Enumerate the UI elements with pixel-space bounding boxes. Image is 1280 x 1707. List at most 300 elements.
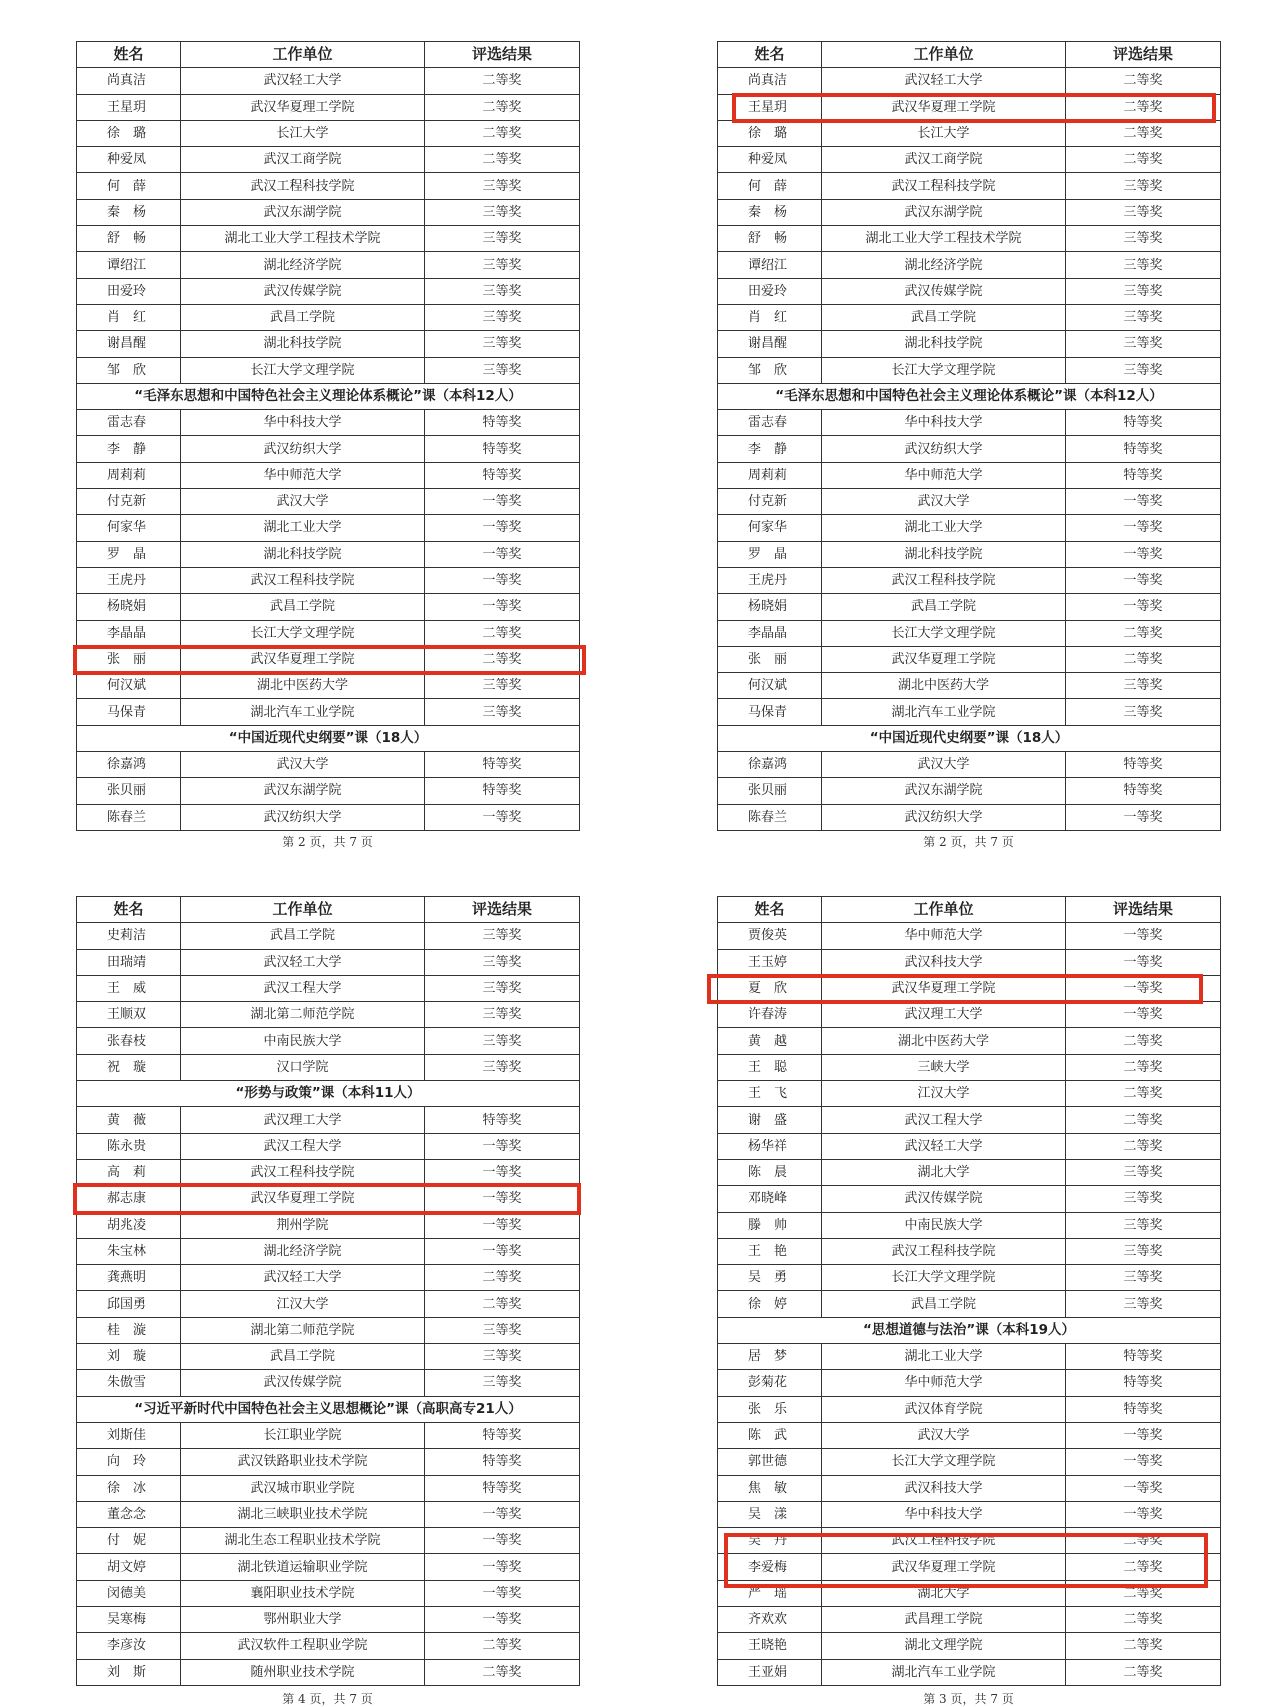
page-footer-bottom-left: 第 4 页，共 7 页 xyxy=(282,1692,373,1706)
result-cell: 特等奖 xyxy=(425,778,580,804)
result-cell: 三等奖 xyxy=(1066,199,1221,225)
name-cell: 谭绍江 xyxy=(718,252,822,278)
result-cell: 三等奖 xyxy=(1066,1291,1221,1317)
unit-cell: 汉口学院 xyxy=(181,1054,425,1080)
name-cell: 张 丽 xyxy=(77,646,181,672)
table-row xyxy=(77,1133,580,1159)
table-row xyxy=(77,1291,580,1317)
name-cell: 吴 漾 xyxy=(718,1501,822,1527)
table-row xyxy=(77,1659,580,1685)
result-cell: 三等奖 xyxy=(1066,331,1221,357)
result-cell: 一等奖 xyxy=(425,1212,580,1238)
table-row xyxy=(77,1370,580,1396)
table-row xyxy=(718,1370,1221,1396)
name-cell: 张 乐 xyxy=(718,1396,822,1422)
name-cell: 胡兆凌 xyxy=(77,1212,181,1238)
unit-cell: 武汉纺织大学 xyxy=(822,804,1066,830)
unit-cell: 武汉工程科技学院 xyxy=(181,1159,425,1185)
table-row xyxy=(77,1422,580,1448)
result-cell: 特等奖 xyxy=(425,752,580,778)
name-cell: 郝志康 xyxy=(77,1186,181,1212)
result-cell: 二等奖 xyxy=(1066,646,1221,672)
table-row xyxy=(718,1028,1221,1054)
unit-cell: 江汉大学 xyxy=(181,1291,425,1317)
unit-cell: 武汉东湖学院 xyxy=(181,778,425,804)
unit-cell: 武汉轻工大学 xyxy=(181,1265,425,1291)
name-cell: 种爱凤 xyxy=(77,147,181,173)
table-row xyxy=(718,331,1221,357)
name-cell: 吴寒梅 xyxy=(77,1607,181,1633)
page-footer-top-right: 第 2 页，共 7 页 xyxy=(923,835,1014,849)
table-row xyxy=(77,975,580,1001)
unit-cell: 武汉工程大学 xyxy=(822,1107,1066,1133)
result-cell: 三等奖 xyxy=(425,1002,580,1028)
result-cell: 三等奖 xyxy=(425,278,580,304)
result-cell: 三等奖 xyxy=(1066,1212,1221,1238)
table-panel-top-right xyxy=(717,41,1220,831)
name-cell: 谢昌醒 xyxy=(718,331,822,357)
unit-cell: 武汉软件工程职业学院 xyxy=(181,1633,425,1659)
result-cell: 一等奖 xyxy=(1066,1501,1221,1527)
name-cell: 李晶晶 xyxy=(77,620,181,646)
name-cell: 何家华 xyxy=(77,515,181,541)
table-header-row xyxy=(718,897,1221,923)
unit-cell: 武汉大学 xyxy=(822,489,1066,515)
result-cell: 三等奖 xyxy=(425,1028,580,1054)
result-cell: 三等奖 xyxy=(1066,304,1221,330)
name-cell: 桂 漩 xyxy=(77,1317,181,1343)
header-result: 评选结果 xyxy=(1066,42,1221,68)
result-cell: 三等奖 xyxy=(425,673,580,699)
result-cell: 二等奖 xyxy=(1066,1133,1221,1159)
table-row xyxy=(718,252,1221,278)
result-cell: 二等奖 xyxy=(1066,1607,1221,1633)
unit-cell: 湖北工业大学 xyxy=(822,515,1066,541)
unit-cell: 武汉工程大学 xyxy=(181,1133,425,1159)
table-row xyxy=(77,199,580,225)
unit-cell: 武汉体育学院 xyxy=(822,1396,1066,1422)
section-row xyxy=(77,383,580,409)
table-row xyxy=(718,1396,1221,1422)
result-cell: 二等奖 xyxy=(1066,1580,1221,1606)
unit-cell: 湖北中医药大学 xyxy=(181,673,425,699)
name-cell: 田爱玲 xyxy=(77,278,181,304)
unit-cell: 长江大学 xyxy=(822,120,1066,146)
unit-cell: 武昌理工学院 xyxy=(822,1607,1066,1633)
unit-cell: 湖北第二师范学院 xyxy=(181,1317,425,1343)
unit-cell: 湖北工业大学工程技术学院 xyxy=(822,226,1066,252)
result-cell: 一等奖 xyxy=(425,1554,580,1580)
table-row xyxy=(77,541,580,567)
table-row xyxy=(77,226,580,252)
name-cell: 王 威 xyxy=(77,975,181,1001)
unit-cell: 湖北生态工程职业技术学院 xyxy=(181,1528,425,1554)
result-cell: 特等奖 xyxy=(1066,752,1221,778)
result-cell: 二等奖 xyxy=(1066,1528,1221,1554)
name-cell: 秦 杨 xyxy=(77,199,181,225)
table-row xyxy=(77,173,580,199)
result-cell: 三等奖 xyxy=(1066,1238,1221,1264)
award-table xyxy=(76,896,580,1686)
table-row xyxy=(718,594,1221,620)
name-cell: 徐 璐 xyxy=(77,120,181,146)
name-cell: 祝 璇 xyxy=(77,1054,181,1080)
result-cell: 二等奖 xyxy=(1066,1054,1221,1080)
unit-cell: 华中科技大学 xyxy=(822,410,1066,436)
award-table xyxy=(717,41,1221,831)
table-row xyxy=(718,673,1221,699)
result-cell: 二等奖 xyxy=(425,94,580,120)
unit-cell: 武汉工商学院 xyxy=(822,147,1066,173)
result-cell: 一等奖 xyxy=(1066,489,1221,515)
name-cell: 李爱梅 xyxy=(718,1554,822,1580)
unit-cell: 武汉理工大学 xyxy=(822,1002,1066,1028)
table-row xyxy=(718,147,1221,173)
unit-cell: 华中科技大学 xyxy=(181,410,425,436)
unit-cell: 武汉工程大学 xyxy=(181,975,425,1001)
unit-cell: 武汉华夏理工学院 xyxy=(822,94,1066,120)
result-cell: 二等奖 xyxy=(1066,620,1221,646)
unit-cell: 中南民族大学 xyxy=(822,1212,1066,1238)
section-row xyxy=(718,383,1221,409)
table-row xyxy=(718,1238,1221,1264)
result-cell: 一等奖 xyxy=(1066,949,1221,975)
unit-cell: 华中师范大学 xyxy=(181,462,425,488)
table-row xyxy=(718,1212,1221,1238)
table-row xyxy=(77,1317,580,1343)
name-cell: 邹 欣 xyxy=(718,357,822,383)
table-row xyxy=(77,1238,580,1264)
table-row xyxy=(77,68,580,94)
result-cell: 一等奖 xyxy=(1066,515,1221,541)
name-cell: 徐 婷 xyxy=(718,1291,822,1317)
table-row xyxy=(718,1002,1221,1028)
unit-cell: 武汉城市职业学院 xyxy=(181,1475,425,1501)
name-cell: 滕 帅 xyxy=(718,1212,822,1238)
table-row xyxy=(77,1501,580,1527)
name-cell: 吴 勇 xyxy=(718,1265,822,1291)
unit-cell: 湖北科技学院 xyxy=(181,331,425,357)
result-cell: 三等奖 xyxy=(1066,1186,1221,1212)
unit-cell: 武汉传媒学院 xyxy=(181,1370,425,1396)
table-row xyxy=(718,1344,1221,1370)
name-cell: 雷志春 xyxy=(718,410,822,436)
table-row xyxy=(77,462,580,488)
name-cell: 谢昌醒 xyxy=(77,331,181,357)
unit-cell: 湖北科技学院 xyxy=(822,331,1066,357)
table-row xyxy=(718,1475,1221,1501)
name-cell: 杨晓娟 xyxy=(77,594,181,620)
table-row xyxy=(718,515,1221,541)
unit-cell: 武汉工程科技学院 xyxy=(822,1238,1066,1264)
page-footer-top-left: 第 2 页，共 7 页 xyxy=(282,835,373,849)
table-row xyxy=(718,1186,1221,1212)
table-row xyxy=(77,1265,580,1291)
name-cell: 马保青 xyxy=(77,699,181,725)
name-cell: 陈 武 xyxy=(718,1422,822,1448)
highlight-box-li-aimei xyxy=(724,1533,1208,1588)
result-cell: 特等奖 xyxy=(1066,410,1221,436)
result-cell: 特等奖 xyxy=(425,1107,580,1133)
result-cell: 特等奖 xyxy=(425,1475,580,1501)
unit-cell: 武昌工学院 xyxy=(822,1291,1066,1317)
table-row xyxy=(718,646,1221,672)
name-cell: 何家华 xyxy=(718,515,822,541)
section-row xyxy=(77,1396,580,1422)
name-cell: 李 静 xyxy=(718,436,822,462)
header-name: 姓名 xyxy=(77,42,181,68)
name-cell: 王星玥 xyxy=(77,94,181,120)
name-cell: 居 梦 xyxy=(718,1344,822,1370)
table-row xyxy=(718,226,1221,252)
unit-cell: 长江大学文理学院 xyxy=(181,620,425,646)
name-cell: 邹 欣 xyxy=(77,357,181,383)
result-cell: 三等奖 xyxy=(425,199,580,225)
table-row xyxy=(77,1107,580,1133)
result-cell: 二等奖 xyxy=(1066,1554,1221,1580)
result-cell: 特等奖 xyxy=(1066,778,1221,804)
unit-cell: 武汉传媒学院 xyxy=(822,1186,1066,1212)
name-cell: 王玉婷 xyxy=(718,949,822,975)
table-row xyxy=(718,120,1221,146)
table-row xyxy=(718,68,1221,94)
name-cell: 田瑞靖 xyxy=(77,949,181,975)
result-cell: 特等奖 xyxy=(425,1449,580,1475)
result-cell: 一等奖 xyxy=(1066,1002,1221,1028)
name-cell: 胡文婷 xyxy=(77,1554,181,1580)
unit-cell: 武汉大学 xyxy=(181,752,425,778)
table-row xyxy=(718,804,1221,830)
table-row xyxy=(77,515,580,541)
unit-cell: 武汉轻工大学 xyxy=(181,949,425,975)
table-row xyxy=(77,1607,580,1633)
name-cell: 何 薛 xyxy=(77,173,181,199)
table-row xyxy=(718,357,1221,383)
name-cell: 陈 晨 xyxy=(718,1159,822,1185)
name-cell: 周莉莉 xyxy=(77,462,181,488)
result-cell: 三等奖 xyxy=(425,252,580,278)
name-cell: 龚燕明 xyxy=(77,1265,181,1291)
unit-cell: 武汉工商学院 xyxy=(181,147,425,173)
result-cell: 三等奖 xyxy=(425,1370,580,1396)
unit-cell: 华中师范大学 xyxy=(822,462,1066,488)
table-row xyxy=(718,1449,1221,1475)
unit-cell: 湖北工业大学 xyxy=(822,1344,1066,1370)
result-cell: 三等奖 xyxy=(425,975,580,1001)
result-cell: 一等奖 xyxy=(1066,594,1221,620)
result-cell: 三等奖 xyxy=(1066,173,1221,199)
table-panel-top-left xyxy=(76,41,579,831)
table-row xyxy=(77,1028,580,1054)
section-row xyxy=(718,725,1221,751)
name-cell: 雷志春 xyxy=(77,410,181,436)
table-row xyxy=(77,147,580,173)
table-row xyxy=(718,199,1221,225)
table-panel-bottom-left xyxy=(76,896,579,1686)
name-cell: 贾俊英 xyxy=(718,923,822,949)
unit-cell: 武汉工程科技学院 xyxy=(181,567,425,593)
name-cell: 吴 丹 xyxy=(718,1528,822,1554)
name-cell: 闵德美 xyxy=(77,1580,181,1606)
table-row xyxy=(77,120,580,146)
unit-cell: 武汉纺织大学 xyxy=(181,804,425,830)
name-cell: 肖 红 xyxy=(77,304,181,330)
table-row xyxy=(718,778,1221,804)
name-cell: 何汉斌 xyxy=(77,673,181,699)
name-cell: 陈永贵 xyxy=(77,1133,181,1159)
table-row xyxy=(718,462,1221,488)
table-row xyxy=(77,949,580,975)
unit-cell: 湖北汽车工业学院 xyxy=(822,1659,1066,1685)
name-cell: 夏 欣 xyxy=(718,975,822,1001)
section-title: “形势与政策”课（本科11人） xyxy=(77,1081,580,1107)
table-row xyxy=(77,357,580,383)
name-cell: 杨晓娟 xyxy=(718,594,822,620)
unit-cell: 武汉纺织大学 xyxy=(181,436,425,462)
unit-cell: 武汉纺织大学 xyxy=(822,436,1066,462)
name-cell: 史莉洁 xyxy=(77,923,181,949)
name-cell: 董念念 xyxy=(77,1501,181,1527)
unit-cell: 武汉轻工大学 xyxy=(822,1133,1066,1159)
table-row xyxy=(77,252,580,278)
table-row xyxy=(77,1554,580,1580)
name-cell: 李彦汝 xyxy=(77,1633,181,1659)
unit-cell: 长江职业学院 xyxy=(181,1422,425,1448)
result-cell: 一等奖 xyxy=(425,515,580,541)
unit-cell: 武汉传媒学院 xyxy=(181,278,425,304)
unit-cell: 长江大学文理学院 xyxy=(181,357,425,383)
result-cell: 二等奖 xyxy=(1066,147,1221,173)
unit-cell: 武汉大学 xyxy=(822,1422,1066,1448)
name-cell: 朱宝林 xyxy=(77,1238,181,1264)
name-cell: 邱国勇 xyxy=(77,1291,181,1317)
table-row xyxy=(718,567,1221,593)
unit-cell: 湖北经济学院 xyxy=(181,252,425,278)
header-name: 姓名 xyxy=(77,897,181,923)
unit-cell: 长江大学文理学院 xyxy=(822,357,1066,383)
name-cell: 何汉斌 xyxy=(718,673,822,699)
result-cell: 一等奖 xyxy=(425,594,580,620)
result-cell: 一等奖 xyxy=(425,1528,580,1554)
table-row xyxy=(718,1633,1221,1659)
table-row xyxy=(718,1265,1221,1291)
name-cell: 肖 红 xyxy=(718,304,822,330)
table-row xyxy=(77,1475,580,1501)
result-cell: 一等奖 xyxy=(425,1607,580,1633)
name-cell: 陈春兰 xyxy=(718,804,822,830)
result-cell: 二等奖 xyxy=(1066,1659,1221,1685)
result-cell: 二等奖 xyxy=(425,68,580,94)
result-cell: 二等奖 xyxy=(425,1659,580,1685)
section-title: “毛泽东思想和中国特色社会主义理论体系概论”课（本科12人） xyxy=(718,383,1221,409)
header-unit: 工作单位 xyxy=(181,897,425,923)
table-row xyxy=(718,1291,1221,1317)
unit-cell: 武汉华夏理工学院 xyxy=(181,646,425,672)
name-cell: 邓晓峰 xyxy=(718,1186,822,1212)
table-header-row xyxy=(77,42,580,68)
award-table xyxy=(76,41,580,831)
unit-cell: 武汉华夏理工学院 xyxy=(181,94,425,120)
name-cell: 陈春兰 xyxy=(77,804,181,830)
unit-cell: 武汉轻工大学 xyxy=(181,68,425,94)
name-cell: 黄 薇 xyxy=(77,1107,181,1133)
table-row xyxy=(77,1580,580,1606)
unit-cell: 长江大学文理学院 xyxy=(822,1265,1066,1291)
result-cell: 一等奖 xyxy=(1066,567,1221,593)
unit-cell: 湖北大学 xyxy=(822,1580,1066,1606)
header-unit: 工作单位 xyxy=(822,42,1066,68)
name-cell: 王虎丹 xyxy=(77,567,181,593)
header-name: 姓名 xyxy=(718,897,822,923)
name-cell: 王虎丹 xyxy=(718,567,822,593)
section-title: “毛泽东思想和中国特色社会主义理论体系概论”课（本科12人） xyxy=(77,383,580,409)
unit-cell: 湖北科技学院 xyxy=(822,541,1066,567)
result-cell: 二等奖 xyxy=(1066,94,1221,120)
unit-cell: 三峡大学 xyxy=(822,1054,1066,1080)
highlight-box-zhang-li xyxy=(73,645,586,675)
header-result: 评选结果 xyxy=(1066,897,1221,923)
unit-cell: 武汉工程科技学院 xyxy=(181,173,425,199)
table-row xyxy=(77,673,580,699)
unit-cell: 湖北中医药大学 xyxy=(822,1028,1066,1054)
unit-cell: 江汉大学 xyxy=(822,1081,1066,1107)
result-cell: 一等奖 xyxy=(425,1238,580,1264)
header-result: 评选结果 xyxy=(425,42,580,68)
table-row xyxy=(718,949,1221,975)
unit-cell: 湖北铁道运输职业学院 xyxy=(181,1554,425,1580)
unit-cell: 湖北科技学院 xyxy=(181,541,425,567)
table-row xyxy=(77,778,580,804)
result-cell: 一等奖 xyxy=(425,1133,580,1159)
result-cell: 三等奖 xyxy=(1066,226,1221,252)
result-cell: 二等奖 xyxy=(1066,1633,1221,1659)
unit-cell: 华中科技大学 xyxy=(822,1501,1066,1527)
unit-cell: 华中师范大学 xyxy=(822,923,1066,949)
header-result: 评选结果 xyxy=(425,897,580,923)
unit-cell: 武汉科技大学 xyxy=(822,1475,1066,1501)
highlight-box-wang-xingyue xyxy=(732,93,1216,123)
unit-cell: 武汉铁路职业技术学院 xyxy=(181,1449,425,1475)
name-cell: 秦 杨 xyxy=(718,199,822,225)
result-cell: 二等奖 xyxy=(425,646,580,672)
result-cell: 二等奖 xyxy=(1066,1081,1221,1107)
name-cell: 郭世德 xyxy=(718,1449,822,1475)
table-row xyxy=(718,1107,1221,1133)
unit-cell: 湖北汽车工业学院 xyxy=(822,699,1066,725)
result-cell: 特等奖 xyxy=(425,436,580,462)
highlight-box-hao-zhikang xyxy=(73,1183,581,1215)
result-cell: 三等奖 xyxy=(425,226,580,252)
table-row xyxy=(718,1501,1221,1527)
result-cell: 二等奖 xyxy=(425,147,580,173)
table-row xyxy=(77,620,580,646)
unit-cell: 武汉东湖学院 xyxy=(181,199,425,225)
table-row xyxy=(718,1422,1221,1448)
table-row xyxy=(77,1002,580,1028)
highlight-box-xia-xin xyxy=(707,974,1203,1004)
result-cell: 二等奖 xyxy=(425,120,580,146)
unit-cell: 鄂州职业大学 xyxy=(181,1607,425,1633)
header-name: 姓名 xyxy=(718,42,822,68)
result-cell: 特等奖 xyxy=(1066,436,1221,462)
table-row xyxy=(77,804,580,830)
result-cell: 三等奖 xyxy=(1066,1159,1221,1185)
table-row xyxy=(718,278,1221,304)
header-unit: 工作单位 xyxy=(822,897,1066,923)
result-cell: 三等奖 xyxy=(425,923,580,949)
table-row xyxy=(718,620,1221,646)
unit-cell: 武昌工学院 xyxy=(181,1344,425,1370)
